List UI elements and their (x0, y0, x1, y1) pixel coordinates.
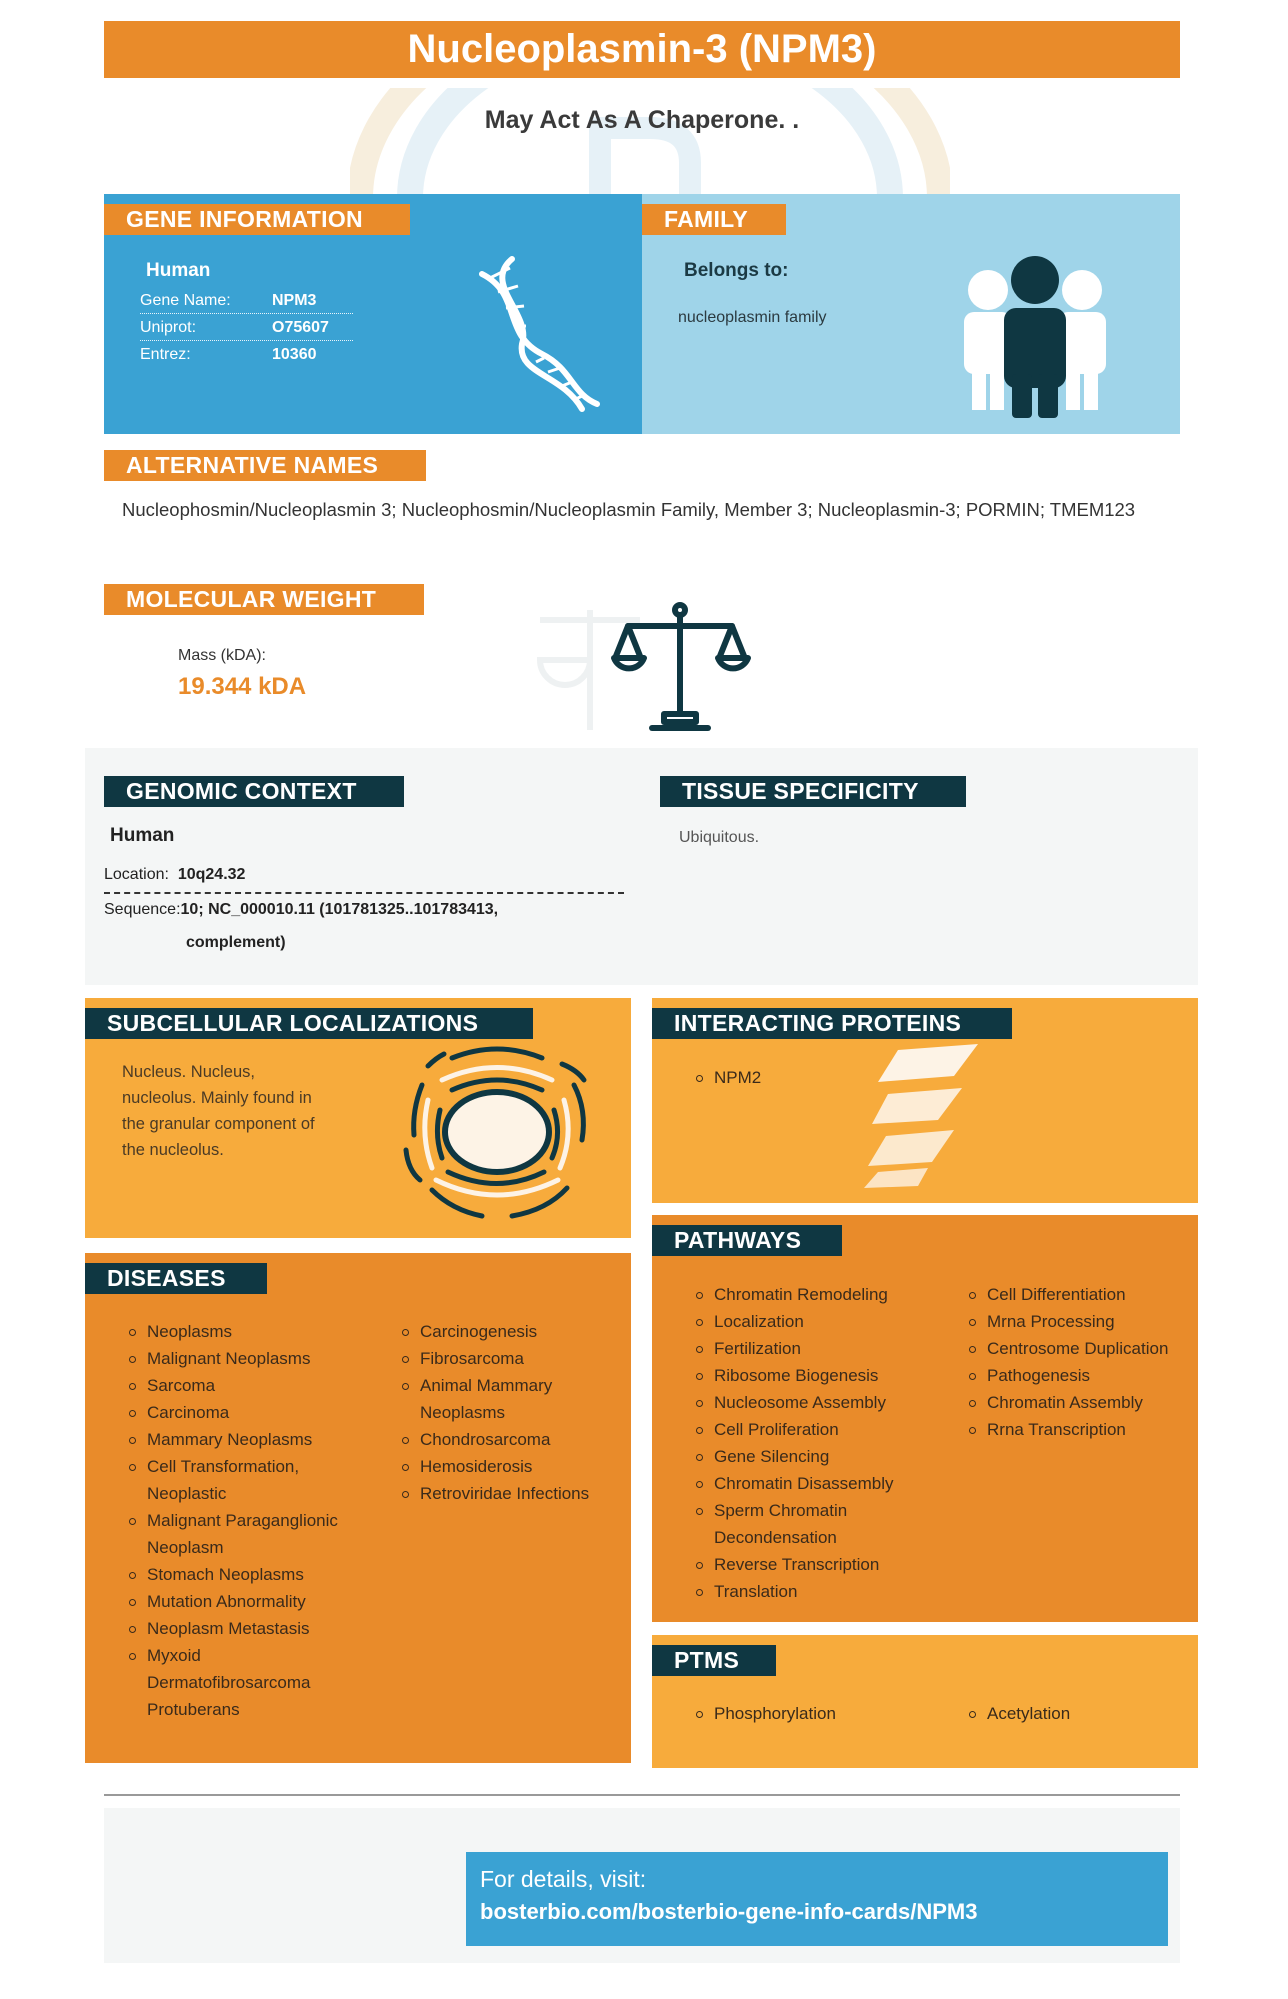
list-item: Centrosome Duplication (965, 1335, 1195, 1362)
page-title: Nucleoplasmin-3 (NPM3) (104, 21, 1180, 78)
pathways-list-2 (965, 1281, 1195, 1443)
list-item: Sarcoma (125, 1372, 345, 1399)
list-item: Carcinoma (125, 1399, 345, 1426)
pathways-heading: PATHWAYS (652, 1225, 842, 1256)
location-label: Location: (104, 866, 169, 883)
family-heading: FAMILY (642, 204, 786, 235)
list-item: Fibrosarcoma (398, 1345, 608, 1372)
list-item: Stomach Neoplasms (125, 1561, 345, 1588)
tissue-specificity-heading: TISSUE SPECIFICITY (660, 776, 966, 807)
genomic-location (104, 866, 245, 884)
diseases-list-1 (125, 1318, 345, 1723)
list-item: Mrna Processing (965, 1308, 1195, 1335)
list-item: Hemosiderosis (398, 1453, 608, 1480)
list-item: Neoplasms (125, 1318, 345, 1345)
list-item: Cell Proliferation (692, 1416, 922, 1443)
gene-row-value: O75607 (272, 319, 329, 336)
list-item: Phosphorylation (692, 1700, 836, 1727)
subcellular-heading: SUBCELLULAR LOCALIZATIONS (85, 1008, 533, 1039)
list-item: Animal Mammary Neoplasms (398, 1372, 608, 1426)
list-item: Mutation Abnormality (125, 1588, 345, 1615)
list-item: Acetylation (965, 1700, 1070, 1727)
protein-helix-icon (858, 1040, 998, 1190)
sequence-label: Sequence: (104, 901, 181, 918)
list-item: Malignant Neoplasms (125, 1345, 345, 1372)
sequence-value-cont: complement) (186, 934, 286, 951)
list-item: Mammary Neoplasms (125, 1426, 345, 1453)
gene-row-key: Entrez: (140, 346, 191, 363)
pathways-list-1 (692, 1281, 922, 1605)
family-value: nucleoplasmin family (678, 309, 827, 326)
footer-visit-label: For details, visit: (480, 1866, 647, 1892)
gene-row-key: Uniprot: (140, 319, 197, 336)
mass-label: Mass (kDA): (178, 647, 266, 664)
genomic-context-heading: GENOMIC CONTEXT (104, 776, 404, 807)
gene-row-name (140, 288, 353, 314)
footer-link[interactable]: bosterbio.com/bosterbio-gene-info-cards/NPM3 (480, 1899, 978, 1924)
genomic-divider (104, 892, 624, 894)
alternative-names-heading: ALTERNATIVE NAMES (104, 450, 426, 481)
footer-divider (104, 1794, 1180, 1796)
sequence-value: 10; NC_000010.11 (101781325..101783413, (180, 901, 499, 918)
gene-row-uniprot (140, 315, 353, 341)
interacting-heading: INTERACTING PROTEINS (652, 1008, 1012, 1039)
genomic-sequence-cont (186, 934, 286, 952)
people-icon (960, 254, 1110, 420)
list-item: Chondrosarcoma (398, 1426, 608, 1453)
list-item: Cell Differentiation (965, 1281, 1195, 1308)
gene-row-entrez (140, 342, 353, 368)
ptms-list-1 (692, 1700, 836, 1727)
tissue-specificity-text: Ubiquitous. (679, 829, 760, 846)
watermark-logo (350, 88, 950, 198)
ptms-heading: PTMS (652, 1645, 776, 1676)
list-item: Cell Transformation, Neoplastic (125, 1453, 345, 1507)
list-item: Rrna Transcription (965, 1416, 1195, 1443)
gene-species: Human (146, 260, 211, 281)
list-item: Sperm Chromatin Decondensation (692, 1497, 922, 1551)
list-item: NPM2 (692, 1064, 761, 1091)
diseases-heading: DISEASES (85, 1263, 267, 1294)
list-item: Myxoid Dermatofibrosarcoma Protuberans (125, 1642, 345, 1723)
list-item: Translation (692, 1578, 922, 1605)
page-subtitle: May Act As A Chaperone. . (484, 106, 800, 134)
list-item: Chromatin Assembly (965, 1389, 1195, 1416)
list-item: Reverse Transcription (692, 1551, 922, 1578)
molecular-weight-heading: MOLECULAR WEIGHT (104, 584, 424, 615)
genomic-species: Human (110, 825, 175, 846)
genomic-sequence (104, 901, 498, 919)
cell-icon (392, 1040, 602, 1230)
list-item: Localization (692, 1308, 922, 1335)
ptms-list-2 (965, 1700, 1070, 1727)
list-item: Ribosome Biogenesis (692, 1362, 922, 1389)
balance-scale-icon (530, 590, 760, 740)
family-belongs-label: Belongs to: (684, 260, 789, 281)
diseases-list-2 (398, 1318, 608, 1507)
list-item: Fertilization (692, 1335, 922, 1362)
mass-value: 19.344 kDA (178, 673, 307, 700)
dna-icon (462, 254, 612, 414)
gene-information-heading: GENE INFORMATION (104, 204, 410, 235)
interacting-list (692, 1064, 761, 1091)
list-item: Retroviridae Infections (398, 1480, 608, 1507)
gene-row-key: Gene Name: (140, 292, 231, 309)
list-item: Nucleosome Assembly (692, 1389, 922, 1416)
list-item: Carcinogenesis (398, 1318, 608, 1345)
gene-row-value: 10360 (272, 346, 317, 363)
footer-link-box[interactable] (466, 1852, 1168, 1946)
subcellular-text: Nucleus. Nucleus, nucleolus. Mainly found in the granular component of the nucleolus. (122, 1063, 315, 1159)
list-item: Pathogenesis (965, 1362, 1195, 1389)
alternative-names-text: Nucleophosmin/Nucleoplasmin 3; Nucleophosmin/Nucleoplasmin Family, Member 3; Nucleoplasmin-3; PORMIN; TMEM123 (122, 499, 1136, 520)
list-item: Chromatin Disassembly (692, 1470, 922, 1497)
list-item: Gene Silencing (692, 1443, 922, 1470)
gene-row-value: NPM3 (272, 292, 317, 309)
location-value: 10q24.32 (177, 866, 246, 883)
list-item: Malignant Paraganglionic Neoplasm (125, 1507, 345, 1561)
list-item: Neoplasm Metastasis (125, 1615, 345, 1642)
list-item: Chromatin Remodeling (692, 1281, 922, 1308)
